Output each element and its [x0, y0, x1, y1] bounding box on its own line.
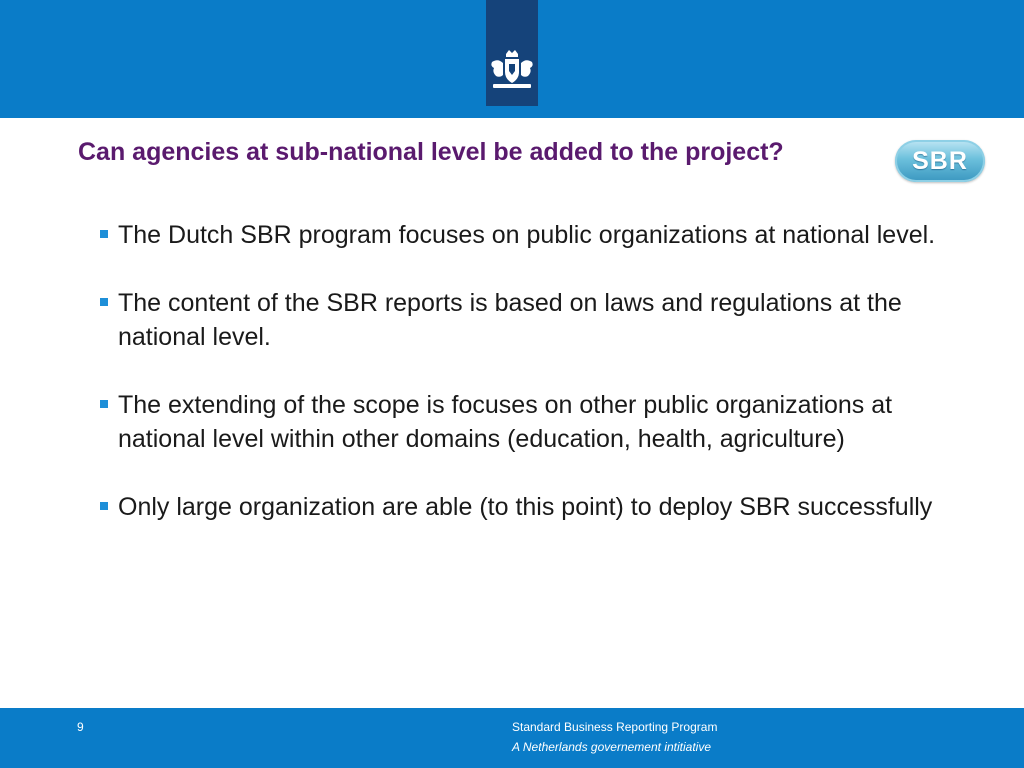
bullet-item: [98, 218, 978, 252]
header-band: [0, 0, 1024, 118]
bullet-item: [98, 286, 978, 354]
sbr-logo-text: SBR: [912, 147, 968, 175]
square-bullet-icon: [100, 230, 108, 238]
bullet-list: [98, 218, 978, 558]
footer-tagline: A Netherlands governement intitiative: [512, 740, 711, 754]
slide-title: Can agencies at sub-national level be added to the project?: [78, 138, 784, 166]
square-bullet-icon: [100, 298, 108, 306]
square-bullet-icon: [100, 400, 108, 408]
sbr-logo: [895, 140, 985, 182]
square-bullet-icon: [100, 502, 108, 510]
bullet-text: Only large organization are able (to this point) to deploy SBR successfully: [118, 493, 933, 521]
footer-band: [0, 708, 1024, 768]
bullet-item: [98, 490, 978, 524]
emblem-tab: [486, 0, 538, 106]
page-number: 9: [77, 720, 84, 734]
royal-coat-of-arms-icon: [488, 48, 536, 92]
bullet-item: [98, 388, 978, 456]
bullet-text: The content of the SBR reports is based on laws and regulations at the national level.: [118, 289, 902, 351]
bullet-text: The extending of the scope is focuses on other public organizations at national level within other domains (education, health, agriculture): [118, 391, 893, 453]
footer-program-name: Standard Business Reporting Program: [512, 720, 718, 734]
bullet-text: The Dutch SBR program focuses on public organizations at national level.: [118, 221, 936, 249]
